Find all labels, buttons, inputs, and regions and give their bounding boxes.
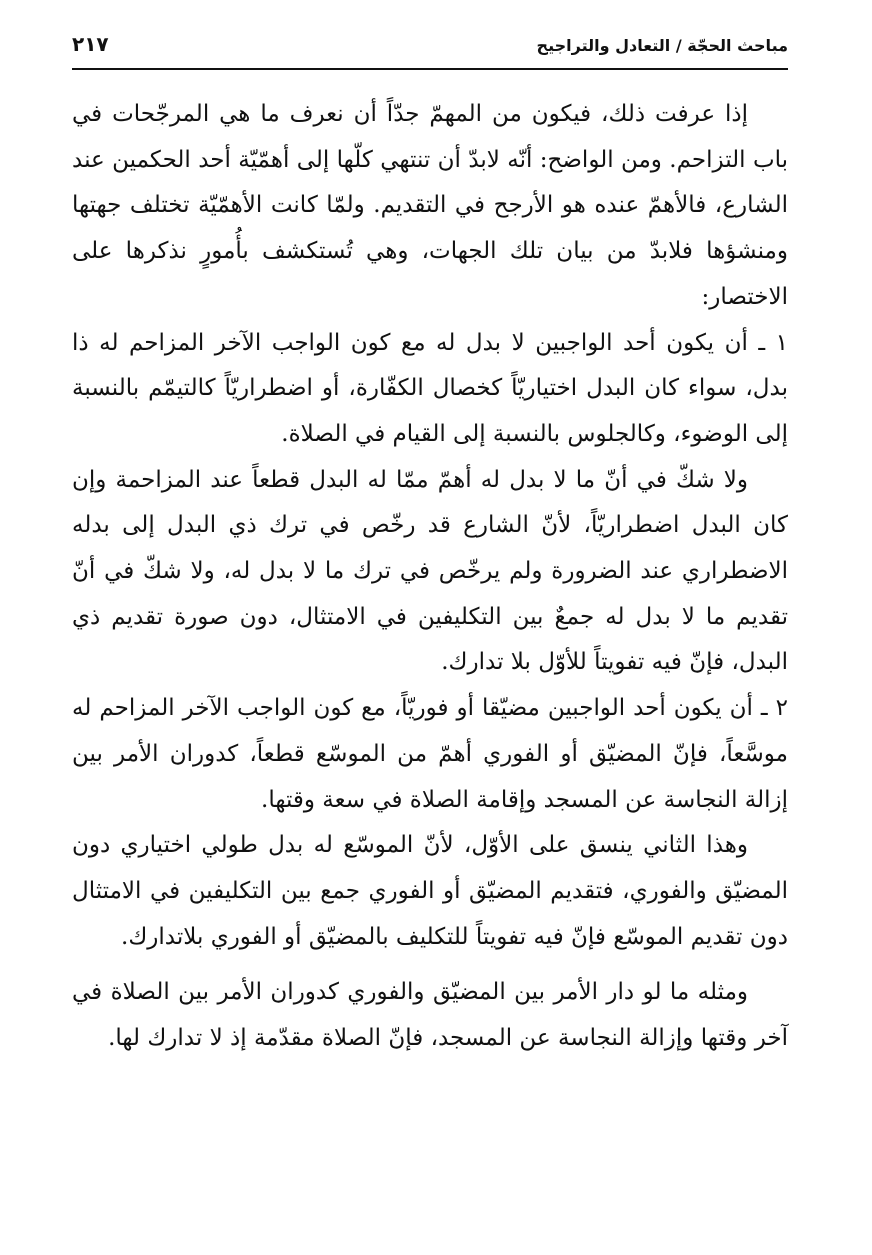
paragraph-point-1: ١ ـ أن يكون أحد الواجبين لا بدل له مع كون الواجب الآخر المزاحم له ذا بدل، سواء كان البدل اختياريّاً كخصال الكفّارة، أو اضطراريّاً كالتيمّم بالنسبة إلى الوضوء، وكالجلوس بالنسبة إلى القيام في الصلاة. [72,329,788,447]
paragraph-point-2-explanation: وهذا الثاني ينسق على الأوّل، لأنّ الموسّع له بدل طولي اختياري دون المضيّق والفوري، فتقديم المضيّق أو الفوري جمع بين التكليفين في الامتثال دون تقديم الموسّع فإنّ فيه تفويتاً للتكليف بالمضيّق أو الفوري بلاتدارك. [72,832,788,950]
paragraph-point-1-explanation: ولا شكّ في أنّ ما لا بدل له أهمّ ممّا له البدل قطعاً عند المزاحمة وإن كان البدل اضطراريّاً، لأنّ الشارع قد رخّص في ترك ذي البدل إلى بدله الاضطراري عند الضرورة ولم يرخّص في ترك ما لا بدل له، ولا شكّ في أنّ تقديم ما لا بدل له جمعٌ بين التكليفين في الامتثال، دون صورة تقديم ذي البدل، فإنّ فيه تفويتاً للأوّل بلا تدارك. [72,466,788,676]
page-number: ٢١٧ [72,32,109,56]
running-title: مباحث الحجّة / التعادل والتراجيح [536,36,788,55]
page-header [72,24,788,64]
body-text [72,92,788,1062]
paragraph-intro: إذا عرفت ذلك، فيكون من المهمّ جدّاً أن نعرف ما هي المرجّحات في باب التزاحم. ومن الواضح: أنّه لابدّ أن تنتهي كلّها إلى أهمّيّة أحد الحكمين عند الشارع، فالأهمّ عنده هو الأرجح في التقديم. ولمّا كانت الأهمّيّة تختلف جهتها ومنشؤها فلابدّ من بيان تلك الجهات، وهي تُستكشف بأُمورٍ نذكرها على الاختصار: [72,101,788,310]
paragraph-point-2: ٢ ـ أن يكون أحد الواجبين مضيّقا أو فوريّاً، مع كون الواجب الآخر المزاحم له موسَّعاً، فإنّ المضيّق أو الفوري أهمّ من الموسّع قطعاً، كدوران الأمر بين إزالة النجاسة عن المسجد وإقامة الصلاة في سعة وقتها. [72,695,788,813]
paragraph-example: ومثله ما لو دار الأمر بين المضيّق والفوري كدوران الأمر بين الصلاة في آخر وقتها وإزالة النجاسة عن المسجد، فإنّ الصلاة مقدّمة إذ لا تدارك لها. [72,979,788,1052]
header-rule [72,68,788,70]
